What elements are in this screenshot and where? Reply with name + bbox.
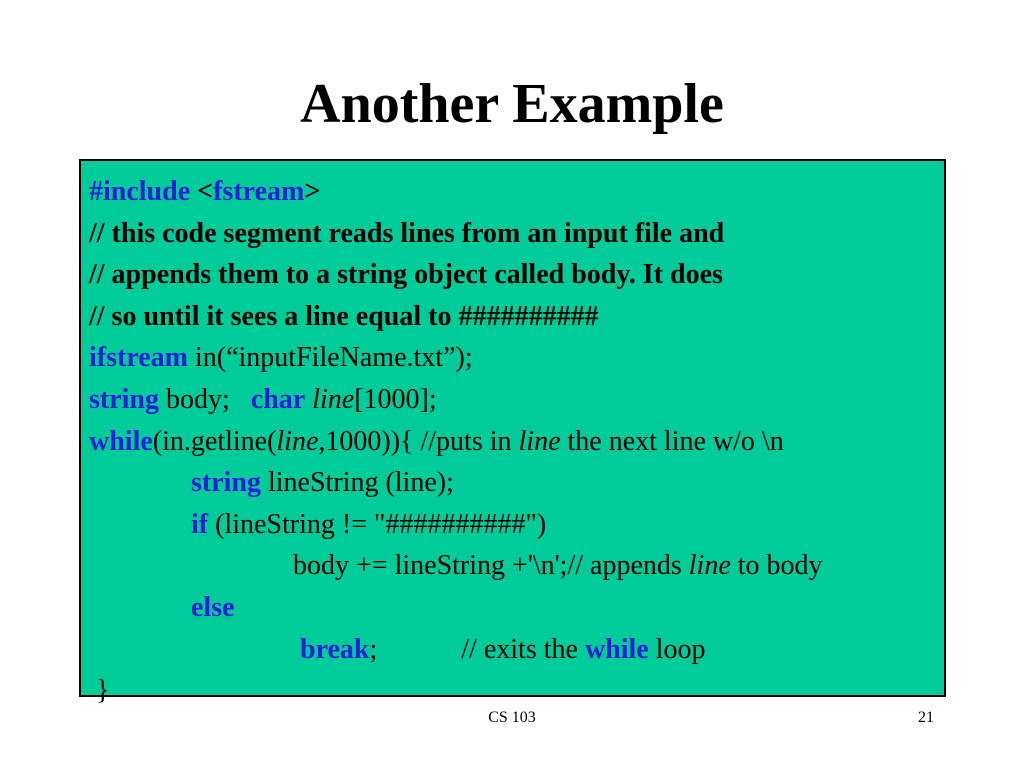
code-keyword: ifstream <box>89 342 188 374</box>
code-text: (in.getline( <box>152 425 277 457</box>
code-keyword: while <box>89 425 153 457</box>
code-keyword: #include <box>89 176 198 207</box>
code-text: (lineString != "##########") <box>208 508 547 540</box>
code-text: lineString (line); <box>261 467 454 499</box>
code-text: loop <box>648 633 706 665</box>
code-text: [1000]; <box>354 383 437 415</box>
code-text: < <box>197 176 214 207</box>
code-keyword: fstream <box>213 176 305 207</box>
code-keyword: if <box>191 508 209 540</box>
code-text: in(“inputFileName.txt”); <box>188 342 473 374</box>
code-text: body += lineString +'\n';// appends <box>293 550 689 582</box>
code-block <box>79 159 946 707</box>
code-line <box>81 545 944 587</box>
code-text: } <box>89 675 110 707</box>
code-keyword: else <box>191 591 235 623</box>
footer-page-number: 21 <box>918 709 934 726</box>
code-line <box>81 296 944 338</box>
code-line <box>81 670 944 712</box>
code-text: body; <box>159 383 251 415</box>
code-line <box>81 213 944 255</box>
code-text: > <box>304 176 321 207</box>
code-text: ; // exits the <box>369 633 585 665</box>
code-text: line <box>312 383 355 415</box>
code-keyword: string <box>191 467 261 499</box>
code-text: line <box>518 425 561 457</box>
code-text: the next line w/o \n <box>560 425 784 457</box>
code-text: // appends them to a string object called body. It does <box>89 259 723 291</box>
code-keyword: break <box>300 633 370 665</box>
code-text: // this code segment reads lines from an input file and <box>89 217 725 249</box>
code-keyword: char <box>250 383 306 415</box>
code-text: to body <box>730 550 823 582</box>
code-line <box>81 337 944 379</box>
code-line <box>81 504 944 546</box>
slide-title: Another Example <box>300 73 724 135</box>
code-line <box>81 587 944 629</box>
code-line <box>81 379 944 421</box>
code-line <box>81 629 944 671</box>
code-line <box>81 254 944 296</box>
code-text: // so until it sees a line equal to ########## <box>89 300 599 332</box>
code-text: line <box>688 550 731 582</box>
code-keyword: string <box>89 383 159 415</box>
code-line <box>81 421 944 463</box>
code-text <box>293 634 300 665</box>
code-line <box>81 462 944 504</box>
code-line <box>81 171 944 213</box>
code-text: line <box>276 425 319 457</box>
code-keyword: while <box>584 633 649 665</box>
footer-course: CS 103 <box>488 709 536 726</box>
code-text: ,1000)){ //puts in <box>318 425 519 457</box>
